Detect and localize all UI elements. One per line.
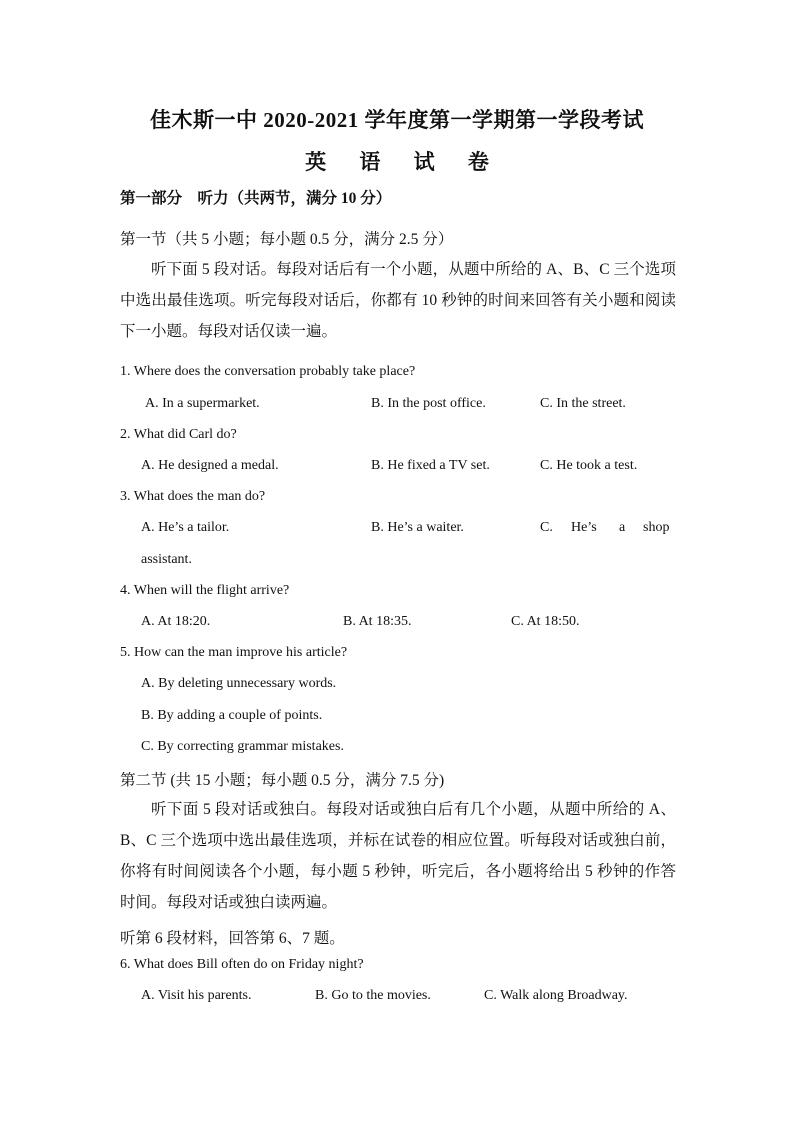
section1-instructions: 听下面 5 段对话。每段对话后有一个小题，从题中所给的 A、B、C 三个选项中选出最佳选项。听完每段对话后，你都有 10 秒钟的时间来回答有关小题和阅读下一小题。每段对话仅读一遍。 <box>120 261 676 340</box>
question-6-option-c: C. Walk along Broadway. <box>484 988 628 1003</box>
question-6-option-a: A. Visit his parents. <box>141 988 252 1003</box>
question-1-option-c: C. In the street. <box>540 396 626 411</box>
question-5-option-a: A. By deleting unnecessary words. <box>141 676 337 691</box>
question-6-option-b: B. Go to the movies. <box>315 988 431 1003</box>
material-note: 听第 6 段材料，回答第 6、7 题。 <box>120 930 345 947</box>
question-4-option-b: B. At 18:35. <box>343 614 412 629</box>
question-2-stem: 2. What did Carl do? <box>120 427 237 442</box>
question-5-option-b: B. By adding a couple of points. <box>141 708 323 723</box>
section1-heading: 第一节（共 5 小题；每小题 0.5 分，满分 2.5 分） <box>120 231 454 248</box>
question-5-option-c: C. By correcting grammar mistakes. <box>141 739 344 754</box>
question-3-option-c-word-3: shop <box>643 520 670 535</box>
question-2-option-b: B. He fixed a TV set. <box>371 458 490 473</box>
section2-heading: 第二节 (共 15 小题；每小题 0.5 分，满分 7.5 分) <box>120 772 445 789</box>
section2-instructions: 听下面 5 段对话或独白。每段对话或独白后有几个小题，从题中所给的 A、B、C 三个选项中选出最佳选项，并标在试卷的相应位置。听每段对话或独白前，你将有时间阅读各个小题，每小题 5 秒钟，听完后，各小题将给出 5 秒钟的作答时间。每段对话或独白读两遍。 <box>120 801 676 911</box>
question-1-stem: 1. Where does the conversation probably take place? <box>120 364 416 379</box>
question-3-option-a: A. He’s a tailor. <box>141 520 230 535</box>
question-2-option-c: C. He took a test. <box>540 458 638 473</box>
question-3-option-c-word-1: He’s <box>571 520 597 535</box>
question-6-stem: 6. What does Bill often do on Friday night? <box>120 957 364 972</box>
question-5-stem: 5. How can the man improve his article? <box>120 645 348 660</box>
part1-heading: 第一部分 听力（共两节，满分 10 分） <box>120 190 392 207</box>
question-3-option-c-letter: C. <box>540 520 553 535</box>
question-4-stem: 4. When will the flight arrive? <box>120 583 290 598</box>
question-3-option-c-word-2: a <box>619 520 626 535</box>
question-3-stem: 3. What does the man do? <box>120 489 266 504</box>
exam-title: 佳木斯一中 2020-2021 学年度第一学期第一学段考试 <box>150 108 644 132</box>
question-3-option-c-word-4: assistant. <box>141 552 192 567</box>
question-1-option-a: A. In a supermarket. <box>145 396 260 411</box>
question-3-option-b: B. He’s a waiter. <box>371 520 464 535</box>
question-1-option-b: B. In the post office. <box>371 396 486 411</box>
question-4-option-a: A. At 18:20. <box>141 614 211 629</box>
question-2-option-a: A. He designed a medal. <box>141 458 279 473</box>
question-4-option-c: C. At 18:50. <box>511 614 580 629</box>
exam-subtitle: 英 语 试 卷 <box>305 150 503 174</box>
